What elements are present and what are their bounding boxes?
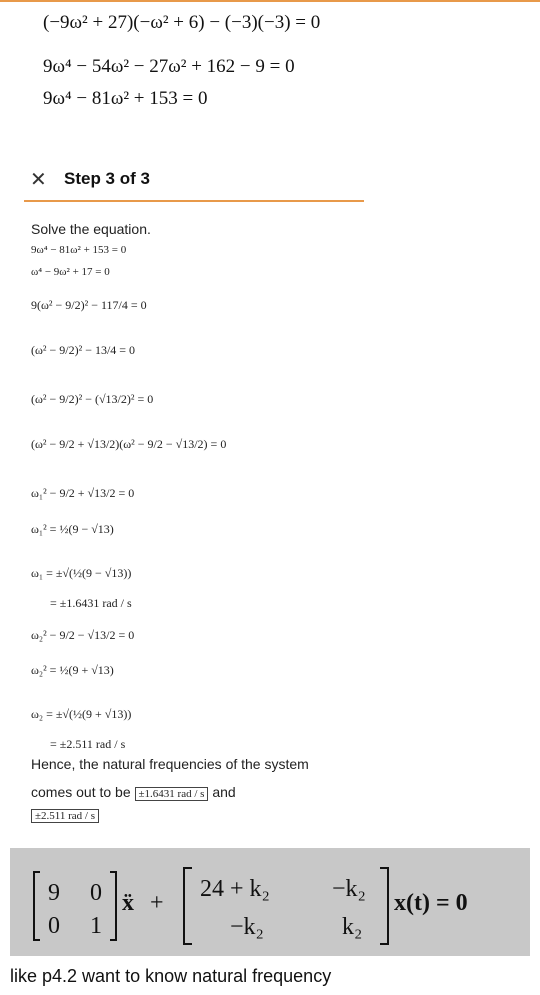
solution-equation-4: (ω² − 9/2)² − 13/4 = 0 xyxy=(31,343,136,357)
question-text: like p4.2 want to know natural frequency xyxy=(10,966,332,986)
close-icon[interactable]: ✕ xyxy=(30,167,47,191)
solution-equation-3: 9(ω² − 9/2)² − 117/4 = 0 xyxy=(31,298,147,312)
mass-matrix-left-bracket xyxy=(34,872,40,940)
plus-sign: + xyxy=(150,890,164,916)
x-double-dot: ẍ xyxy=(122,890,134,916)
top-divider xyxy=(0,0,540,2)
solution-equation-6: (ω² − 9/2 + √13/2)(ω² − 9/2 − √13/2) = 0 xyxy=(31,437,227,451)
stiffness-matrix-cell-12: −k₂ xyxy=(332,876,366,902)
mass-matrix-right-bracket xyxy=(110,872,116,940)
solution-equation-14: = ±2.511 rad / s xyxy=(50,737,126,751)
solution-equation-8: ω₁² = ½(9 − √13) xyxy=(31,522,114,536)
solution-equation-5: (ω² − 9/2)² − (√13/2)² = 0 xyxy=(31,392,154,406)
mass-matrix-cell-12: 0 xyxy=(90,880,102,906)
step-title: Step 3 of 3 xyxy=(64,169,150,188)
matrix-equation-image xyxy=(10,848,530,956)
boxed-frequency-1: ±1.6431 rad / s xyxy=(135,787,209,801)
rhs-expression: x(t) = 0 xyxy=(394,890,468,916)
solution-equation-9: ω₁ = ±√(½(9 − √13)) xyxy=(31,566,132,580)
conclusion-and: and xyxy=(212,784,236,800)
prev-equation-3: 9ω⁴ − 81ω² + 153 = 0 xyxy=(43,88,208,109)
stiffness-matrix-right-bracket xyxy=(380,868,388,944)
conclusion-line-3 xyxy=(31,806,99,823)
solution-intro: Solve the equation. xyxy=(31,221,151,237)
stiffness-matrix-cell-21: −k₂ xyxy=(230,914,264,940)
solution-equation-12: ω₂² = ½(9 + √13) xyxy=(31,663,114,677)
conclusion-text: comes out to be xyxy=(31,784,131,800)
solution-equation-11: ω₂² − 9/2 − √13/2 = 0 xyxy=(31,628,135,642)
solution-equation-2: ω⁴ − 9ω² + 17 = 0 xyxy=(31,266,110,278)
mass-matrix-cell-21: 0 xyxy=(48,913,60,939)
stiffness-matrix-left-bracket xyxy=(184,868,192,944)
solution-equation-1: 9ω⁴ − 81ω² + 153 = 0 xyxy=(31,244,127,256)
prev-equation-1: (−9ω² + 27)(−ω² + 6) − (−3)(−3) = 0 xyxy=(43,12,321,33)
matrix-equation-svg xyxy=(10,848,530,956)
solution-equation-7: ω₁² − 9/2 + √13/2 = 0 xyxy=(31,486,135,500)
step-header xyxy=(24,158,364,202)
solution-equation-13: ω₂ = ±√(½(9 + √13)) xyxy=(31,707,132,721)
stiffness-matrix-cell-11: 24 + k₂ xyxy=(200,876,270,902)
prev-equation-2: 9ω⁴ − 54ω² − 27ω² + 162 − 9 = 0 xyxy=(43,56,295,77)
conclusion-line-1: Hence, the natural frequencies of the system xyxy=(31,756,309,772)
conclusion-line-2 xyxy=(31,784,236,801)
boxed-frequency-2: ±2.511 rad / s xyxy=(31,809,99,823)
solution-equation-10: = ±1.6431 rad / s xyxy=(50,596,132,610)
mass-matrix-cell-11: 9 xyxy=(48,880,60,906)
mass-matrix-cell-22: 1 xyxy=(90,913,102,939)
stiffness-matrix-cell-22: k₂ xyxy=(342,914,363,940)
